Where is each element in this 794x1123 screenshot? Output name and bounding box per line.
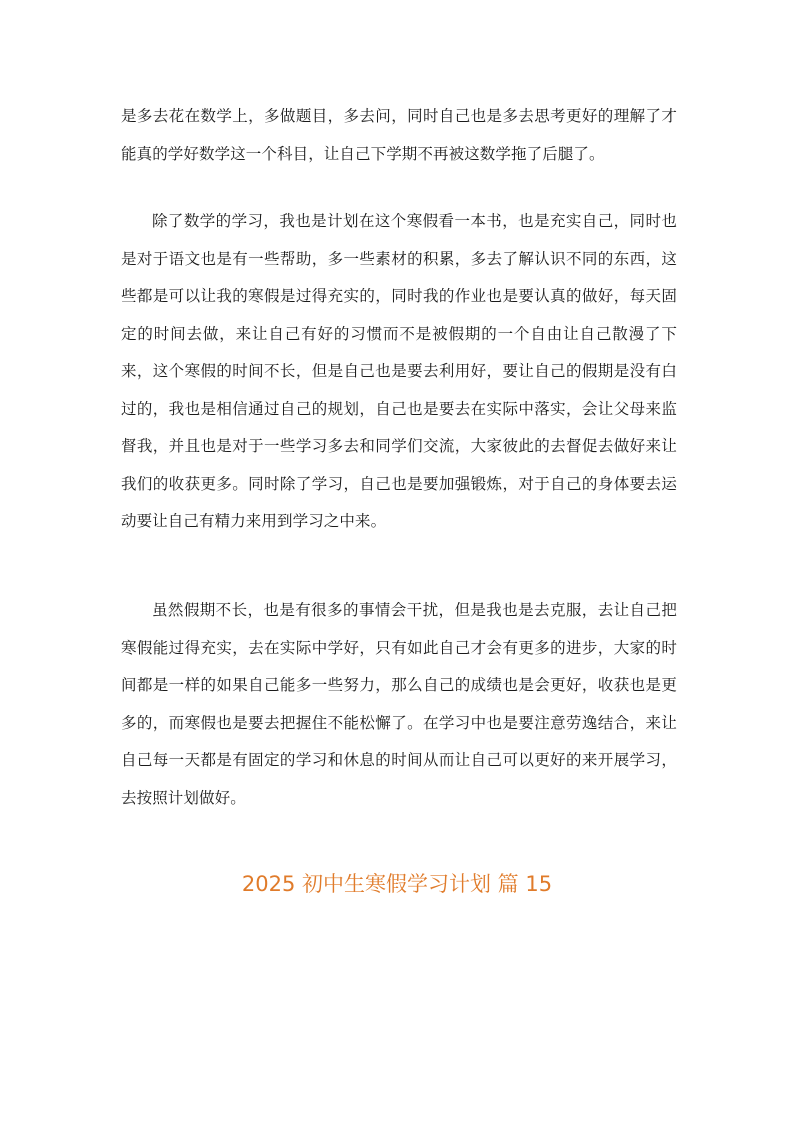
paragraph-math-study: 是多去花在数学上，多做题目，多去问，同时自己也是多去思考更好的理解了才能真的学好数学这一个科目，让自己下学期不再被这数学拖了后腿了。 [121,107,677,163]
paragraph-reading-plan: 除了数学的学习，我也是计划在这个寒假看一本书，也是充实自己，同时也是对于语文也是有一些帮助，多一些素材的积累，多去了解认识不同的东西，这些都是可以让我的寒假是过得充实的，同时我的作业也是要认真的做好，每天固定的时间去做，来让自己有好的习惯而不是被假期的一个自由让自己散漫了下来，这个寒假的时间不长，但是自己也是要去利用好，要让自己的假期是没有白过的，我也是相信通过自己的规划，自己也是要去在实际中落实，会让父母来监督我，并且也是对于一些学习多去和同学们交流，大家彼此的去督促去做好来让我们的收获更多。同时除了学习，自己也是要加强锻炼，对于自己的身体要去运动要让自己有精力来用到学习之中来。 [121,212,677,530]
paragraph-overcoming-distractions: 虽然假期不长，也是有很多的事情会干扰，但是我也是去克服，去让自己把寒假能过得充实，去在实际中学好，只有如此自己才会有更多的进步，大家的时间都是一样的如果自己能多一些努力，那么自己的成绩也是会更好，收获也是更多的，而寒假也是要去把握住不能松懈了。在学习中也是要注意劳逸结合，来让自己每一天都是有固定的学习和休息的时间从而让自己可以更好的来开展学习，去按照计划做好。 [121,601,677,807]
section-heading: 2025 初中生寒假学习计划 篇 15 [241,872,553,896]
